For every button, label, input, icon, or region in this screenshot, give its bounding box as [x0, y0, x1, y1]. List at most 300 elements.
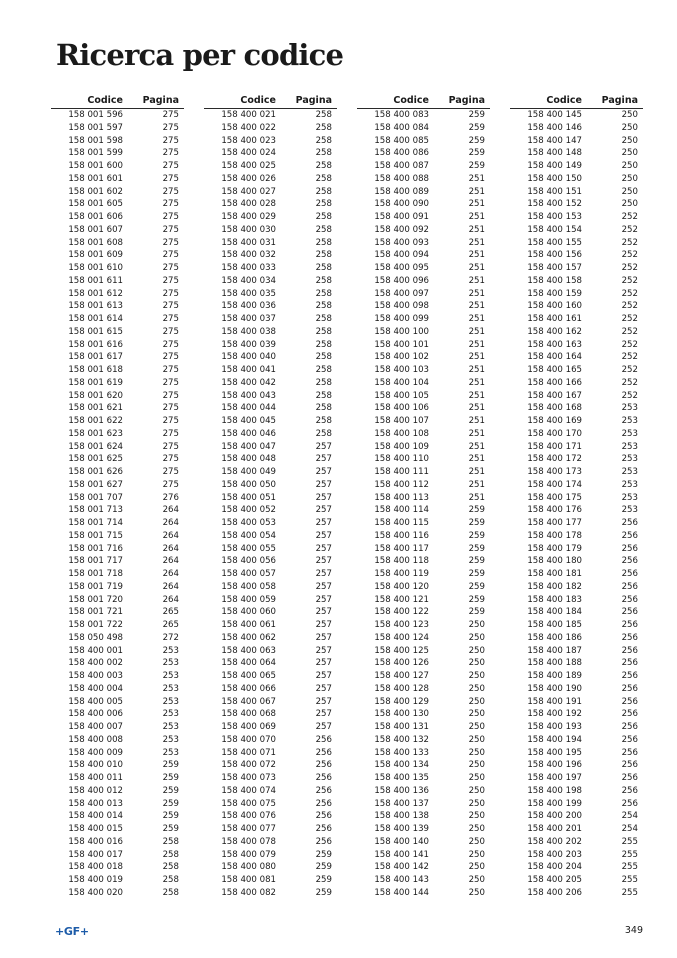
table-row [357, 249, 490, 262]
table-row [204, 555, 337, 568]
page-cell: 257 [315, 594, 332, 605]
code-cell: 158 400 074 [221, 785, 276, 796]
table-row [357, 683, 490, 696]
page-cell: 258 [315, 212, 332, 222]
code-cell: 158 400 147 [527, 135, 582, 146]
page-cell: 264 [162, 581, 179, 592]
code-cell: 158 400 167 [527, 390, 582, 401]
code-cell: 158 400 017 [68, 849, 123, 860]
table-row [357, 772, 490, 785]
code-cell: 158 400 012 [68, 785, 123, 796]
table-row [510, 466, 643, 479]
table-row [204, 823, 337, 836]
table-row [357, 708, 490, 721]
page-cell: 256 [621, 518, 638, 528]
page-cell: 251 [468, 365, 485, 375]
code-cell: 158 400 009 [68, 747, 123, 758]
table-row [204, 772, 337, 785]
page-cell: 250 [468, 862, 485, 873]
code-cell: 158 400 124 [374, 632, 429, 643]
table-row [357, 734, 490, 747]
table-row [204, 466, 337, 479]
page-cell: 252 [621, 275, 638, 286]
page-cell: 251 [468, 288, 485, 299]
code-cell: 158 001 716 [68, 543, 123, 554]
table-row [357, 402, 490, 415]
code-cell: 158 400 084 [374, 122, 429, 133]
code-cell: 158 400 057 [221, 569, 276, 579]
table-row [204, 874, 337, 887]
page-cell: 259 [468, 543, 485, 554]
page-cell: 257 [315, 543, 332, 554]
page-cell: 256 [315, 760, 332, 771]
code-cell: 158 001 616 [68, 339, 123, 350]
code-cell: 158 400 004 [68, 683, 123, 694]
table-row [51, 708, 184, 721]
table-row [204, 313, 337, 326]
code-cell: 158 400 047 [221, 441, 276, 452]
code-cell: 158 001 718 [68, 569, 123, 579]
code-cell: 158 400 194 [527, 734, 582, 745]
table-row [357, 275, 490, 288]
table-row [510, 453, 643, 466]
code-cell: 158 400 166 [527, 377, 582, 388]
header-page: Pagina [601, 95, 638, 106]
table-row [357, 415, 490, 428]
page-cell: 275 [162, 122, 179, 133]
page-cell: 275 [162, 288, 179, 299]
code-cell: 158 400 038 [221, 326, 276, 337]
page-cell: 250 [621, 148, 638, 159]
table-row [204, 696, 337, 709]
page-cell: 256 [315, 747, 332, 758]
page-cell: 250 [468, 620, 485, 630]
page-cell: 257 [315, 569, 332, 579]
table-row [204, 122, 337, 135]
table-row [51, 109, 184, 122]
code-cell: 158 400 082 [221, 887, 276, 898]
table-row [204, 198, 337, 211]
table-row [204, 785, 337, 798]
page-cell: 259 [468, 505, 485, 516]
table-row [204, 594, 337, 607]
page-cell: 256 [621, 734, 638, 745]
table-row [51, 810, 184, 823]
code-cell: 158 400 164 [527, 352, 582, 363]
page-cell: 256 [621, 709, 638, 720]
code-cell: 158 400 168 [527, 403, 582, 414]
header-code: Codice [546, 95, 582, 106]
code-cell: 158 400 155 [527, 237, 582, 248]
page-cell: 251 [468, 479, 485, 490]
table-row [204, 517, 337, 530]
code-cell: 158 400 150 [527, 173, 582, 184]
page-cell: 275 [162, 441, 179, 452]
page-cell: 258 [162, 875, 179, 885]
page-cell: 251 [468, 263, 485, 273]
column-header [51, 93, 184, 109]
code-cell: 158 400 083 [374, 110, 429, 120]
code-cell: 158 001 606 [68, 212, 123, 222]
code-cell: 158 400 048 [221, 454, 276, 465]
table-row [510, 823, 643, 836]
page-cell: 258 [315, 135, 332, 146]
code-cell: 158 001 596 [68, 110, 123, 120]
table-row [510, 173, 643, 186]
page-cell: 256 [315, 773, 332, 783]
page-cell: 259 [468, 594, 485, 605]
page-cell: 250 [468, 658, 485, 669]
code-cell: 158 400 115 [374, 518, 429, 528]
page-cell: 265 [162, 607, 179, 618]
page-cell: 256 [621, 696, 638, 707]
table-row [51, 364, 184, 377]
table-row [204, 798, 337, 811]
page-cell: 253 [621, 441, 638, 452]
page-cell: 253 [621, 403, 638, 414]
page-cell: 250 [621, 199, 638, 210]
page-cell: 275 [162, 416, 179, 426]
page-cell: 255 [621, 887, 638, 898]
page-cell: 250 [468, 696, 485, 707]
code-cell: 158 400 129 [374, 696, 429, 707]
page-cell: 256 [621, 594, 638, 605]
column-header [510, 93, 643, 109]
code-cell: 158 400 183 [527, 594, 582, 605]
table-row [357, 504, 490, 517]
page-cell: 259 [162, 798, 179, 809]
page-cell: 256 [621, 632, 638, 643]
code-cell: 158 400 035 [221, 288, 276, 299]
page-cell: 259 [315, 862, 332, 873]
code-cell: 158 400 058 [221, 581, 276, 592]
table-row [51, 632, 184, 645]
table-row [510, 504, 643, 517]
page-cell: 257 [315, 581, 332, 592]
code-cell: 158 400 089 [374, 186, 429, 197]
code-cell: 158 400 065 [221, 671, 276, 681]
code-cell: 158 400 043 [221, 390, 276, 401]
table-row [357, 632, 490, 645]
page-cell: 251 [468, 403, 485, 414]
table-row [51, 351, 184, 364]
code-cell: 158 001 626 [68, 467, 123, 477]
table-row [51, 619, 184, 632]
table-row [204, 288, 337, 301]
code-cell: 158 400 007 [68, 722, 123, 732]
page-cell: 259 [468, 569, 485, 579]
code-cell: 158 400 113 [374, 492, 429, 503]
page-cell: 253 [162, 671, 179, 681]
page-cell: 256 [621, 620, 638, 630]
page-number: 349 [624, 925, 643, 936]
table-row [51, 198, 184, 211]
page-cell: 257 [315, 620, 332, 630]
page-cell: 258 [315, 365, 332, 375]
table-row [204, 364, 337, 377]
code-cell: 158 400 023 [221, 135, 276, 146]
table-row [51, 186, 184, 199]
table-row [357, 530, 490, 543]
code-cell: 158 400 126 [374, 658, 429, 669]
table-row [357, 798, 490, 811]
page-cell: 251 [468, 314, 485, 324]
code-cell: 158 400 156 [527, 250, 582, 261]
page-cell: 250 [621, 186, 638, 197]
code-cell: 158 400 202 [527, 836, 582, 847]
table-row [357, 339, 490, 352]
table-row [204, 390, 337, 403]
table-row [357, 288, 490, 301]
table-row [510, 415, 643, 428]
code-cell: 158 400 136 [374, 785, 429, 796]
code-cell: 158 400 144 [374, 887, 429, 898]
code-cell: 158 001 623 [68, 428, 123, 439]
page-cell: 250 [621, 122, 638, 133]
table-row [510, 810, 643, 823]
table-row [51, 275, 184, 288]
code-cell: 158 400 104 [374, 377, 429, 388]
table-row [357, 721, 490, 734]
page-cell: 251 [468, 212, 485, 222]
table-row [51, 887, 184, 900]
page-cell: 258 [315, 275, 332, 286]
page-cell: 259 [162, 760, 179, 771]
table-row [204, 211, 337, 224]
table-row [51, 606, 184, 619]
page-cell: 259 [468, 148, 485, 159]
code-cell: 158 400 033 [221, 263, 276, 273]
code-cell: 158 400 137 [374, 798, 429, 809]
page-cell: 250 [621, 173, 638, 184]
code-cell: 158 001 627 [68, 479, 123, 490]
code-cell: 158 400 107 [374, 416, 429, 426]
page-cell: 253 [162, 734, 179, 745]
table-row [204, 351, 337, 364]
page-cell: 265 [162, 620, 179, 630]
code-cell: 158 400 128 [374, 683, 429, 694]
code-cell: 158 400 182 [527, 581, 582, 592]
page-cell: 256 [315, 811, 332, 822]
code-cell: 158 400 049 [221, 467, 276, 477]
code-cell: 158 400 153 [527, 212, 582, 222]
code-cell: 158 001 622 [68, 416, 123, 426]
table-row [204, 606, 337, 619]
code-cell: 158 400 092 [374, 224, 429, 235]
table-row [51, 415, 184, 428]
page-cell: 257 [315, 505, 332, 516]
table-row [510, 122, 643, 135]
page-cell: 259 [162, 811, 179, 822]
table-row [51, 696, 184, 709]
code-cell: 158 400 094 [374, 250, 429, 261]
table-row [510, 517, 643, 530]
page-cell: 252 [621, 377, 638, 388]
table-row [357, 887, 490, 900]
page-cell: 275 [162, 352, 179, 363]
table-row [204, 135, 337, 148]
table-row [204, 109, 337, 122]
page-cell: 259 [315, 875, 332, 885]
index-column [204, 93, 337, 900]
code-cell: 158 400 060 [221, 607, 276, 618]
page-cell: 252 [621, 326, 638, 337]
page-cell: 256 [315, 824, 332, 834]
table-row [51, 249, 184, 262]
page-cell: 250 [468, 645, 485, 656]
table-row [357, 568, 490, 581]
page-cell: 251 [468, 173, 485, 184]
code-cell: 158 400 028 [221, 199, 276, 210]
code-cell: 158 400 161 [527, 314, 582, 324]
code-cell: 158 400 069 [221, 722, 276, 732]
page-cell: 250 [468, 709, 485, 720]
page-cell: 275 [162, 186, 179, 197]
column-header [357, 93, 490, 109]
page-cell: 250 [468, 785, 485, 796]
table-row [357, 326, 490, 339]
page-cell: 257 [315, 556, 332, 567]
code-cell: 158 400 135 [374, 773, 429, 783]
table-row [51, 759, 184, 772]
table-row [510, 887, 643, 900]
page-cell: 275 [162, 173, 179, 184]
page-cell: 275 [162, 250, 179, 261]
code-cell: 158 400 149 [527, 161, 582, 171]
page-cell: 252 [621, 250, 638, 261]
code-cell: 158 400 016 [68, 836, 123, 847]
page-cell: 253 [162, 747, 179, 758]
table-row [51, 147, 184, 160]
code-cell: 158 400 175 [527, 492, 582, 503]
code-cell: 158 400 051 [221, 492, 276, 503]
table-row [510, 135, 643, 148]
table-row [510, 683, 643, 696]
code-cell: 158 400 056 [221, 556, 276, 567]
table-row [51, 772, 184, 785]
page-cell: 253 [621, 492, 638, 503]
table-row [510, 772, 643, 785]
table-row [357, 517, 490, 530]
table-row [51, 683, 184, 696]
page-cell: 259 [468, 581, 485, 592]
page-cell: 259 [468, 530, 485, 541]
table-row [204, 249, 337, 262]
table-row [204, 237, 337, 250]
code-cell: 158 400 106 [374, 403, 429, 414]
header-page: Pagina [142, 95, 179, 106]
code-cell: 158 400 184 [527, 607, 582, 618]
table-row [357, 198, 490, 211]
table-row [51, 581, 184, 594]
page-cell: 258 [315, 110, 332, 120]
page-cell: 253 [162, 683, 179, 694]
page-cell: 252 [621, 314, 638, 324]
table-row [51, 836, 184, 849]
table-row [51, 670, 184, 683]
page-cell: 250 [468, 760, 485, 771]
table-row [357, 390, 490, 403]
code-cell: 158 400 040 [221, 352, 276, 363]
code-cell: 158 400 031 [221, 237, 276, 248]
table-row [510, 492, 643, 505]
page-cell: 264 [162, 518, 179, 528]
code-cell: 158 400 087 [374, 161, 429, 171]
page-cell: 257 [315, 441, 332, 452]
page-cell: 258 [315, 390, 332, 401]
page-cell: 253 [162, 658, 179, 669]
page-cell: 251 [468, 326, 485, 337]
table-row [357, 747, 490, 760]
gf-logo: +GF+ [55, 925, 89, 938]
page-cell: 256 [621, 773, 638, 783]
code-cell: 158 400 018 [68, 862, 123, 873]
page-cell: 251 [468, 441, 485, 452]
code-cell: 158 400 205 [527, 875, 582, 885]
code-cell: 158 400 112 [374, 479, 429, 490]
table-row [357, 147, 490, 160]
page-cell: 253 [162, 696, 179, 707]
table-row [204, 453, 337, 466]
page-cell: 251 [468, 199, 485, 210]
table-row [510, 390, 643, 403]
code-cell: 158 400 044 [221, 403, 276, 414]
code-cell: 158 400 061 [221, 620, 276, 630]
page-cell: 256 [621, 683, 638, 694]
page-cell: 257 [315, 709, 332, 720]
page-cell: 259 [162, 773, 179, 783]
page-cell: 256 [621, 543, 638, 554]
code-cell: 158 400 201 [527, 824, 582, 834]
code-cell: 158 001 720 [68, 594, 123, 605]
table-row [51, 530, 184, 543]
page-cell: 257 [315, 607, 332, 618]
table-row [357, 313, 490, 326]
code-cell: 158 400 170 [527, 428, 582, 439]
table-row [357, 428, 490, 441]
table-row [204, 645, 337, 658]
code-cell: 158 400 120 [374, 581, 429, 592]
code-cell: 158 400 117 [374, 543, 429, 554]
table-row [204, 160, 337, 173]
table-row [357, 785, 490, 798]
page-cell: 264 [162, 543, 179, 554]
page-cell: 275 [162, 467, 179, 477]
page-cell: 252 [621, 288, 638, 299]
table-row [357, 670, 490, 683]
code-cell: 158 400 095 [374, 263, 429, 273]
page-cell: 256 [315, 798, 332, 809]
code-cell: 158 001 713 [68, 505, 123, 516]
table-row [510, 657, 643, 670]
table-row [357, 594, 490, 607]
code-cell: 158 400 024 [221, 148, 276, 159]
table-row [51, 390, 184, 403]
page-cell: 256 [621, 798, 638, 809]
code-cell: 158 001 611 [68, 275, 123, 286]
code-cell: 158 400 077 [221, 824, 276, 834]
page-cell: 256 [315, 836, 332, 847]
code-cell: 158 400 200 [527, 811, 582, 822]
page-cell: 251 [468, 250, 485, 261]
code-cell: 158 400 006 [68, 709, 123, 720]
page-cell: 264 [162, 505, 179, 516]
table-row [510, 402, 643, 415]
page-cell: 253 [162, 709, 179, 720]
table-row [510, 555, 643, 568]
table-row [510, 147, 643, 160]
table-row [510, 364, 643, 377]
